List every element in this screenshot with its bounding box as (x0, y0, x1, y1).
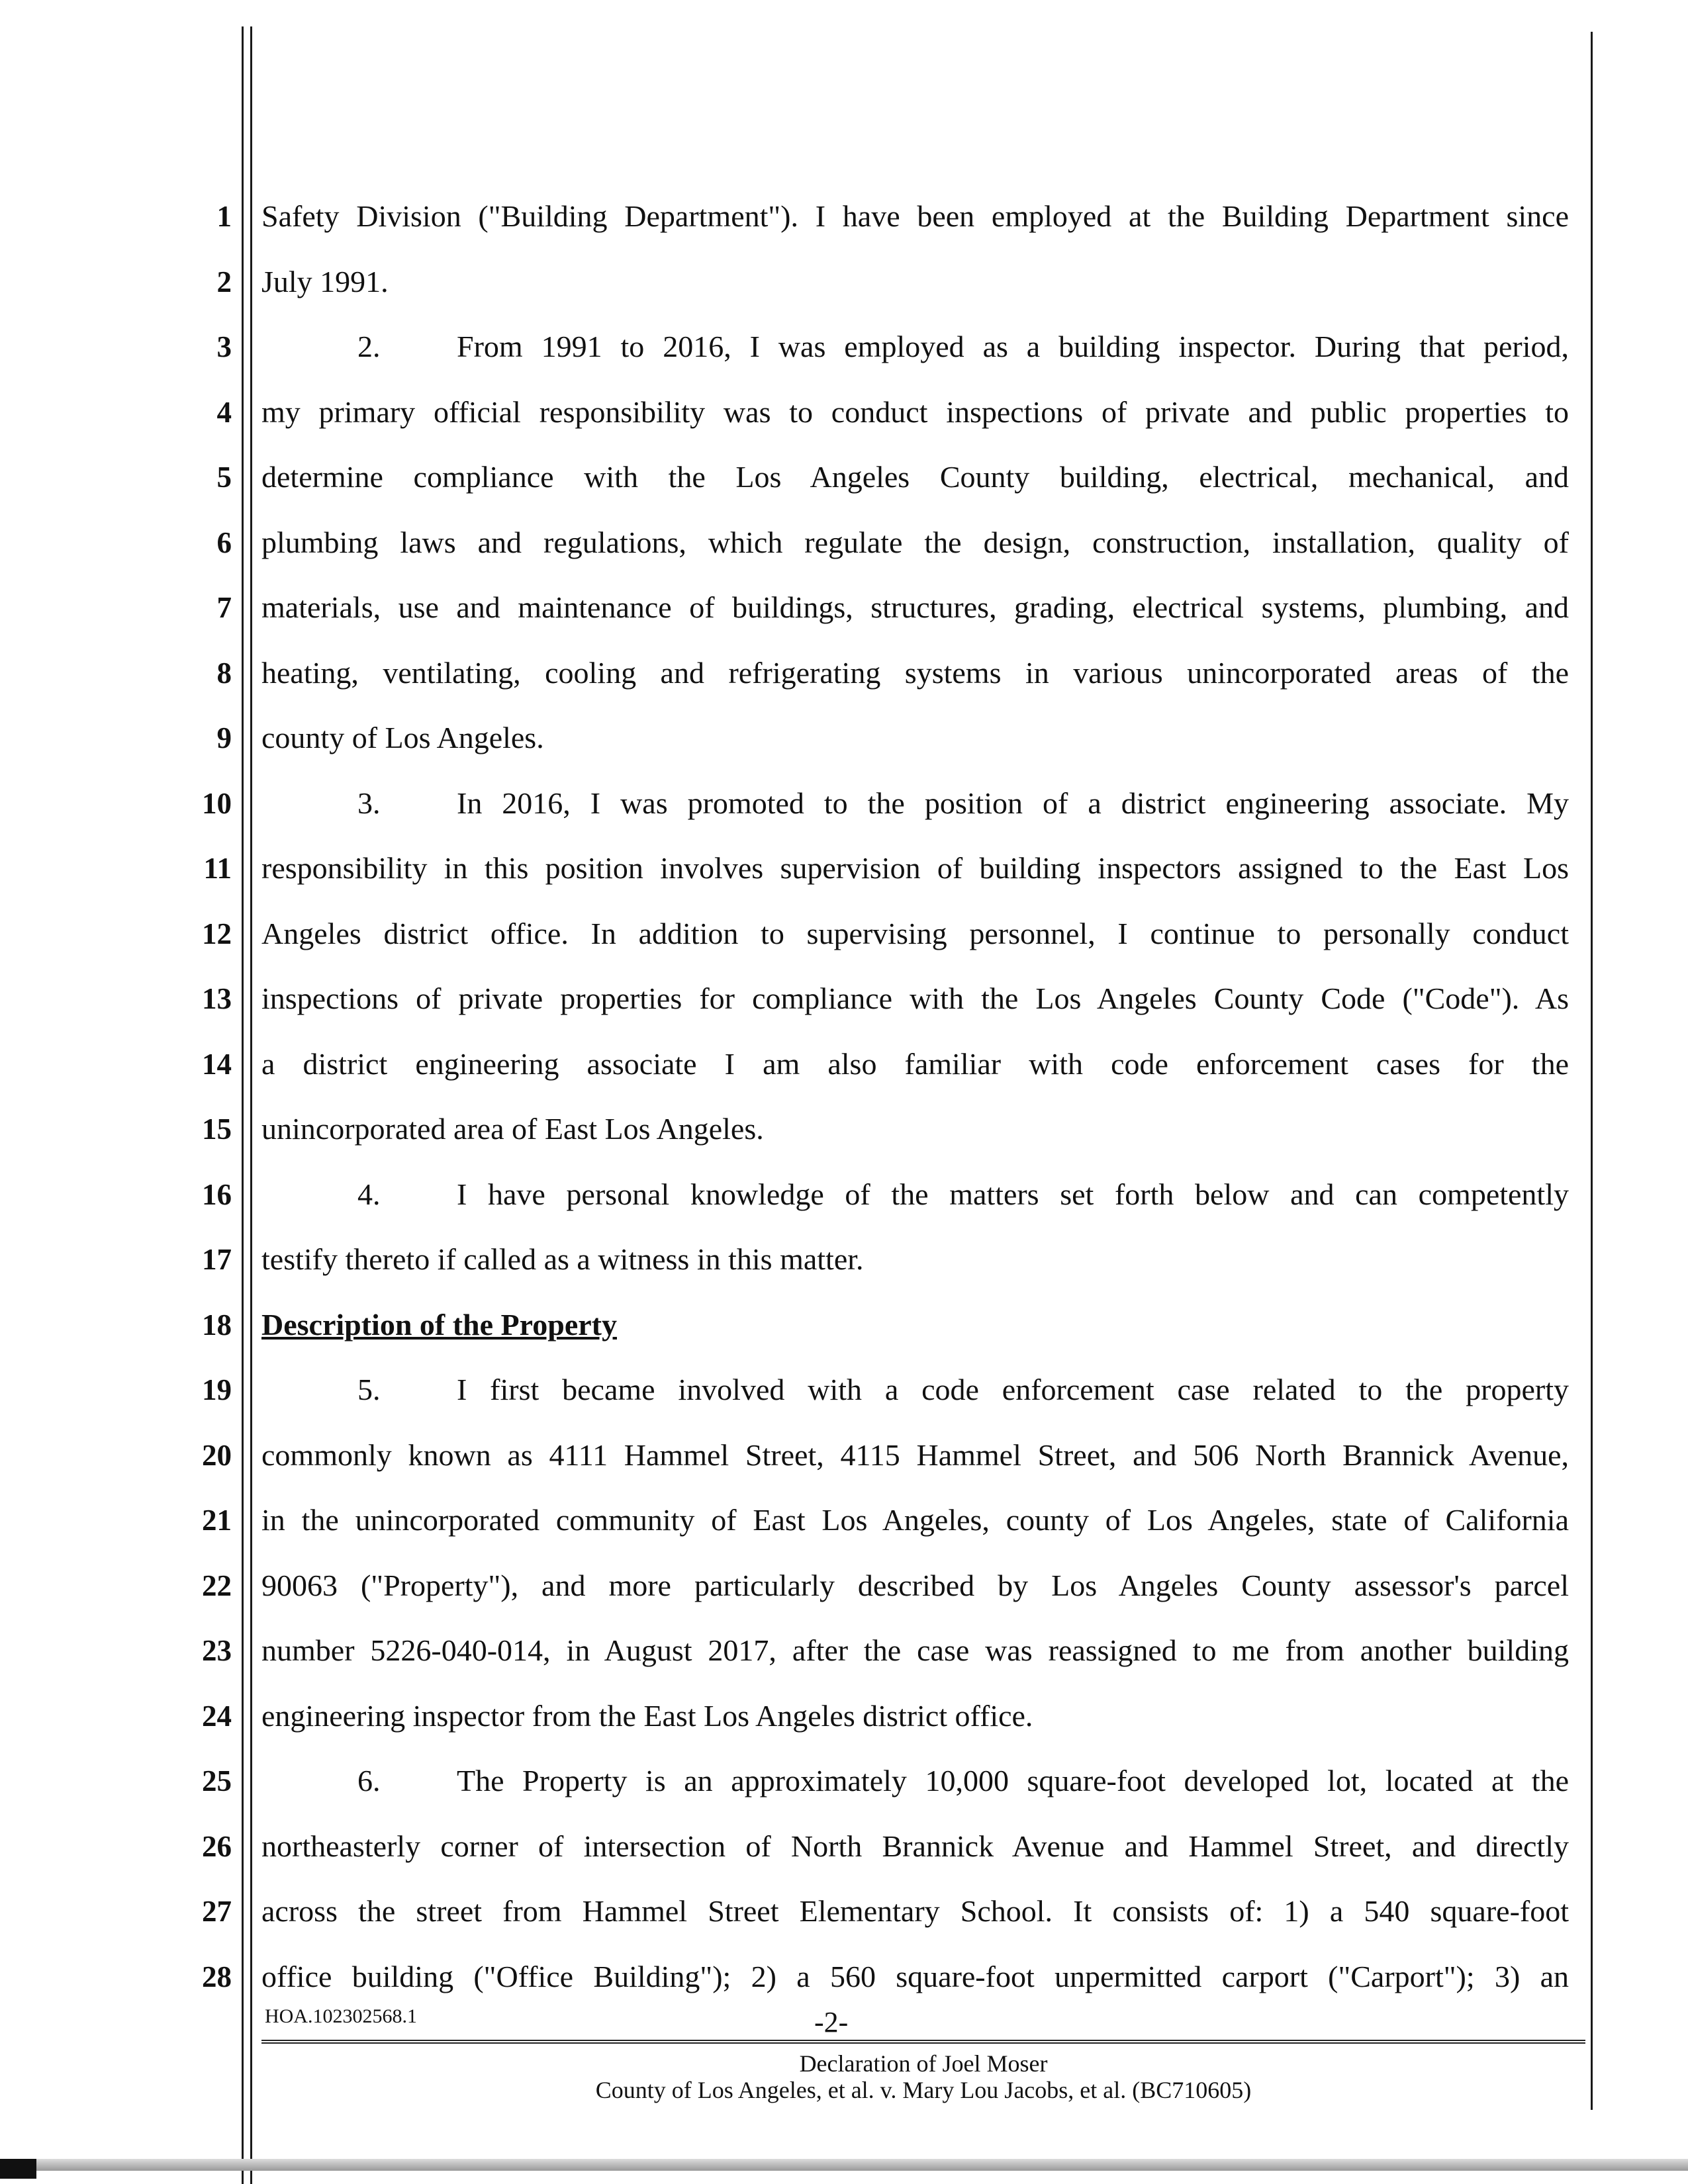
pleading-line (0, 250, 1688, 314)
line-text: my primary official responsibility was to conduct inspections of private and public properties to (261, 394, 1569, 429)
line-number: 13 (202, 982, 232, 1015)
scan-edge (0, 2159, 1688, 2171)
pleading-line (0, 836, 1688, 901)
line-text: in the unincorporated community of East Los Angeles, county of Los Angeles, state of California (261, 1503, 1569, 1537)
line-number: 7 (216, 591, 232, 624)
line-number: 4 (216, 395, 232, 429)
pleading-line (0, 1097, 1688, 1161)
line-number: 2 (216, 265, 232, 298)
line-text: county of Los Angeles. (261, 721, 544, 754)
line-number: 1 (216, 200, 232, 233)
pleading-line (0, 314, 1688, 379)
section-heading: Description of the Property (261, 1307, 617, 1342)
line-number: 22 (202, 1569, 232, 1602)
pleading-line (0, 1553, 1688, 1618)
pleading-line (0, 445, 1688, 510)
pleading-line (0, 641, 1688, 705)
footer-rule-top (261, 2040, 1585, 2041)
line-number: 24 (202, 1699, 232, 1733)
document-id: HOA.102302568.1 (265, 2005, 417, 2027)
line-number: 11 (203, 852, 232, 885)
line-number: 27 (202, 1895, 232, 1928)
line-text: unincorporated area of East Los Angeles. (261, 1112, 764, 1146)
line-number: 14 (202, 1047, 232, 1081)
line-text: number 5226-040-014, in August 2017, after the case was reassigned to me from another building (261, 1633, 1569, 1667)
line-text: heating, ventilating, cooling and refrigerating systems in various unincorporated areas of the (261, 655, 1569, 690)
line-number: 17 (202, 1243, 232, 1276)
pleading-line (0, 966, 1688, 1031)
line-text: across the street from Hammel Street Elementary School. It consists of: 1) a 540 square-foot (261, 1894, 1569, 1928)
paragraph-number: 5. (357, 1373, 381, 1406)
line-text: July 1991. (261, 264, 389, 298)
line-text: northeasterly corner of intersection of North Brannick Avenue and Hammel Street, and directly (261, 1829, 1569, 1863)
line-number: 5 (216, 461, 232, 494)
paragraph-number: 2. (357, 330, 381, 363)
pleading-line (0, 1879, 1688, 1944)
paragraph-number: 3. (357, 786, 381, 820)
line-text: I first became involved with a code enforcement case related to the property (457, 1373, 1569, 1406)
scan-mark (0, 2159, 36, 2179)
line-number: 20 (202, 1438, 232, 1472)
line-text: commonly known as 4111 Hammel Street, 4115 Hammel Street, and 506 North Brannick Avenue, (261, 1437, 1569, 1472)
line-number: 6 (216, 525, 232, 559)
line-text: inspections of private properties for compliance with the Los Angeles County Code ("Code"). As (261, 981, 1569, 1015)
line-text: From 1991 to 2016, I was employed as a building inspector. During that period, (457, 330, 1569, 363)
line-number: 19 (202, 1373, 232, 1406)
pleading-line (0, 380, 1688, 445)
pleading-line (0, 1227, 1688, 1292)
line-text: Safety Division ("Building Department"). I have been employed at the Building Department since (261, 199, 1569, 233)
footer-rule-bottom (261, 2042, 1585, 2044)
pleading-line (0, 510, 1688, 575)
line-text: The Property is an approximately 10,000 square-foot developed lot, located at the (457, 1764, 1569, 1797)
line-text: engineering inspector from the East Los Angeles district office. (261, 1698, 1033, 1733)
line-number: 15 (202, 1113, 232, 1146)
line-number: 25 (202, 1764, 232, 1797)
line-text: 90063 ("Property"), and more particularly described by Los Angeles County assessor's parcel (261, 1568, 1569, 1602)
line-text: office building ("Office Building"); 2) a 560 square-foot unpermitted carport ("Carport"); 3) an (261, 1959, 1569, 1993)
line-number: 23 (202, 1634, 232, 1667)
line-text: determine compliance with the Los Angeles County building, electrical, mechanical, and (261, 460, 1569, 494)
pleading-line (0, 1032, 1688, 1097)
line-number: 9 (216, 721, 232, 754)
footer-caption: County of Los Angeles, et al. v. Mary Lou Jacobs, et al. (BC710605) (595, 2077, 1252, 2103)
line-number: 28 (202, 1960, 232, 1993)
pleading-line (0, 1488, 1688, 1553)
pleading-line (0, 901, 1688, 966)
line-text: testify thereto if called as a witness in this matter. (261, 1242, 864, 1276)
paragraph-number: 4. (357, 1177, 381, 1211)
pleading-line (0, 1162, 1688, 1227)
line-number: 12 (202, 917, 232, 950)
pleading-line (0, 771, 1688, 836)
line-number: 3 (216, 330, 232, 363)
pleading-line (0, 1684, 1688, 1749)
line-number: 16 (202, 1177, 232, 1211)
pleading-line (0, 1618, 1688, 1683)
pleading-line (0, 184, 1688, 249)
line-text: responsibility in this position involves supervision of building inspectors assigned to the East Los (261, 851, 1569, 885)
pleading-line (0, 1357, 1688, 1422)
line-text: In 2016, I was promoted to the position of a district engineering associate. My (457, 786, 1569, 820)
line-number: 10 (202, 786, 232, 820)
pleading-line (0, 1423, 1688, 1488)
page-number: -2- (814, 2006, 849, 2038)
pleading-line (0, 1749, 1688, 1813)
paragraph-number: 6. (357, 1764, 381, 1797)
line-text: a district engineering associate I am also familiar with code enforcement cases for the (261, 1046, 1569, 1081)
pleading-line (0, 575, 1688, 640)
line-text: plumbing laws and regulations, which regulate the design, construction, installation, quality of (261, 525, 1569, 559)
line-number: 8 (216, 656, 232, 690)
line-number: 21 (202, 1504, 232, 1537)
line-text: materials, use and maintenance of buildings, structures, grading, electrical systems, plumbing, and (261, 590, 1569, 624)
pleading-line (0, 1293, 1688, 1357)
line-text: I have personal knowledge of the matters set forth below and can competently (457, 1177, 1569, 1211)
pleading-line (0, 1814, 1688, 1879)
pleading-line (0, 1944, 1688, 2009)
line-text: Angeles district office. In addition to supervising personnel, I continue to personally conduct (261, 916, 1569, 950)
footer-title: Declaration of Joel Moser (799, 2050, 1048, 2077)
pleading-line (0, 705, 1688, 770)
line-number: 26 (202, 1829, 232, 1863)
line-number: 18 (202, 1308, 232, 1342)
